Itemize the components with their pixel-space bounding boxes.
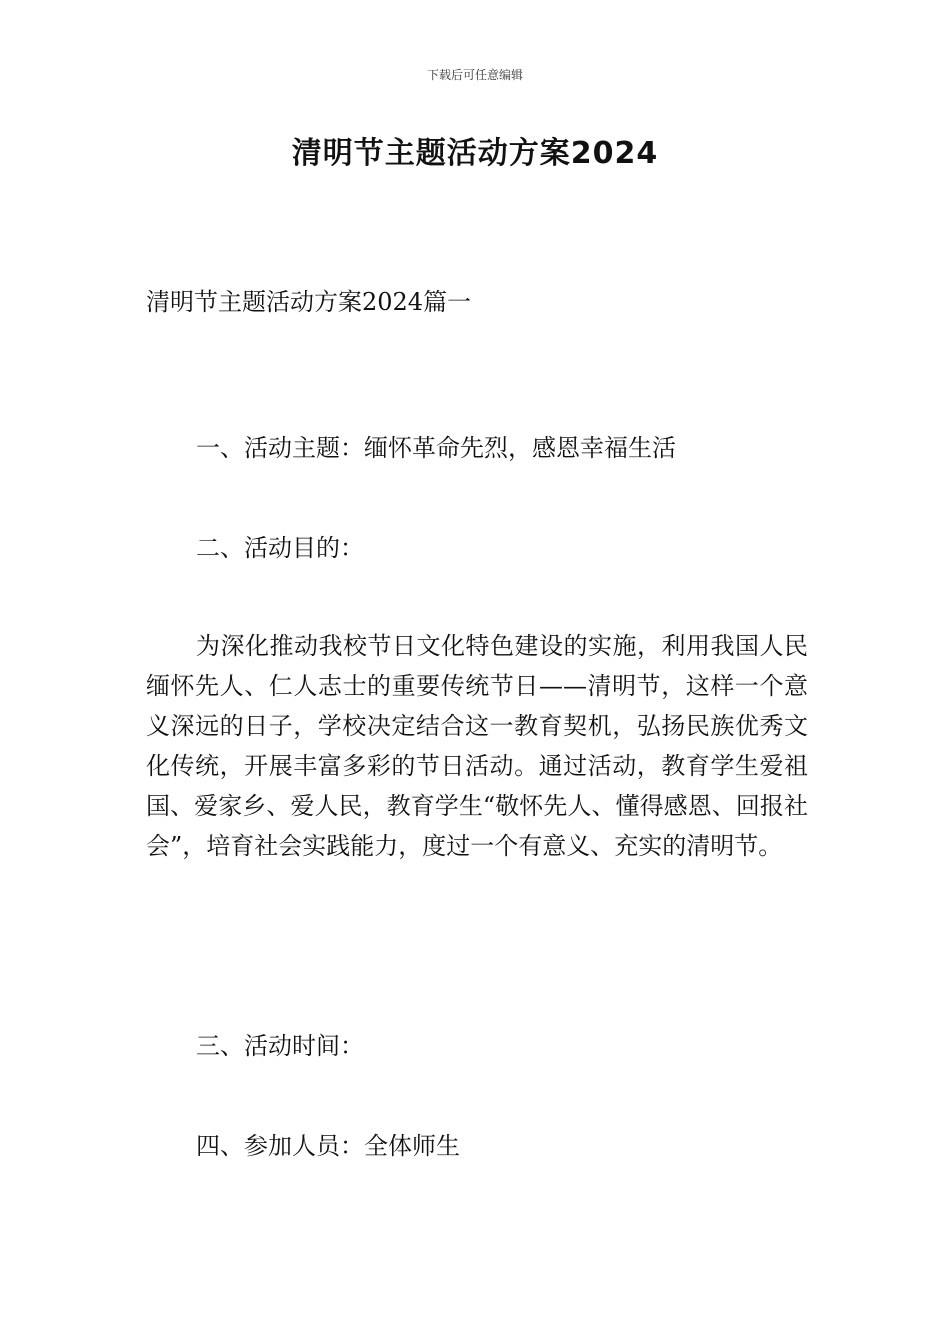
section-time-heading: 三、活动时间： — [196, 1032, 364, 1060]
section-participants: 四、参加人员：全体师生 — [196, 1132, 460, 1160]
section-purpose-body: 为深化推动我校节日文化特色建设的实施，利用我国人民缅怀先人、仁人志士的重要传统节日——清明节，这样一个意义深远的日子，学校决定结合这一教育契机，弘扬民族优秀文化传统，开展丰富多彩的节日活动。通过活动，教育学生爱祖国、爱家乡、爱人民，教育学生“敬怀先人、懂得感恩、回报社会”，培育社会实践能力，度过一个有意义、充实的清明节。 — [146, 632, 808, 860]
document-subtitle: 清明节主题活动方案2024篇一 — [146, 288, 472, 316]
section-purpose-heading: 二、活动目的： — [196, 534, 364, 562]
section-theme: 一、活动主题：缅怀革命先烈，感恩幸福生活 — [196, 434, 676, 462]
document-title: 清明节主题活动方案2024 — [291, 136, 659, 171]
header-note: 下载后可任意编辑 — [426, 68, 523, 82]
